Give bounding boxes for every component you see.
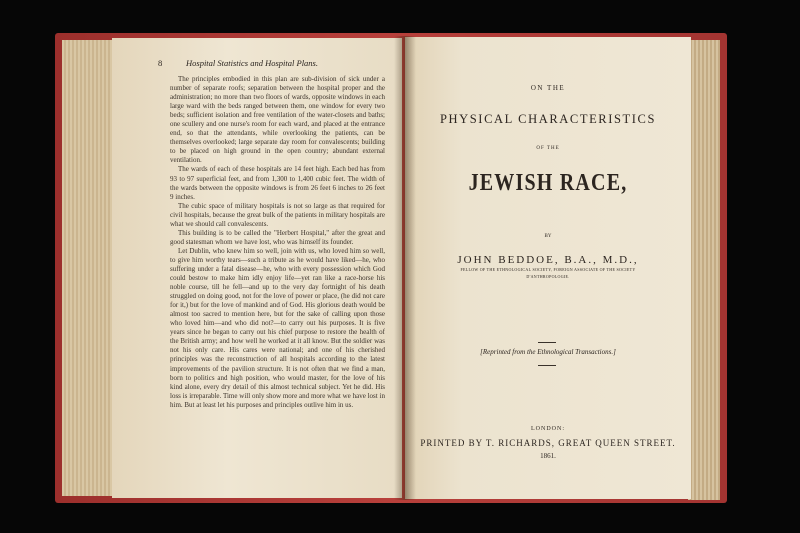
paragraph: The wards of each of these hospitals are 14 feet high. Each bed has from 93 to 97 superficial feet, and from 1,300 to 1,400 cubic feet. The width of the wards between the opposite windows is from 26 feet 6 inches to 26 feet 9 inches. [170,165,385,201]
imprint-year: 1861. [540,452,556,460]
imprint-city: LONDON: [531,426,565,432]
page-number: 8 [158,58,163,68]
reprint-note: [Reprinted from the Ethnological Transactions.] [480,348,616,356]
divider-rule [538,342,556,343]
running-title: Hospital Statistics and Hospital Plans. [186,58,318,68]
paragraph: The cubic space of military hospitals is not so large as that required for civil hospitals, because the great bulk of the patients in military hospitals are what we should call convalescents. [170,201,385,228]
left-page-header [158,58,368,70]
subject-title: JEWISH RACE, [468,169,628,197]
on-the-label: ON THE [530,84,566,92]
imprint-printer: PRINTED BY T. RICHARDS, GREAT QUEEN STREET. [420,438,676,448]
main-title: PHYSICAL CHARACTERISTICS [439,112,657,126]
author-name: JOHN BEDDOE, B.A., M.D., [457,254,639,266]
right-page-edges [688,40,720,500]
author-affiliation-line1: FELLOW OF THE ETHNOLOGICAL SOCIETY, FOREIGN ASSOCIATE OF THE SOCIETY [460,267,636,272]
paragraph: The principles embodied in this plan are sub-division of sick under a number of separate roofs; separation between the hospital proper and the administration; no more than two floors of wards, opposite windows in each large ward with the beds ranged between them, one window for every two beds; sufficient isolation and free ventilation of the water-closets and baths; one scullery and one nurse's room for each ward, and placed at the entrance end, so that the attendants, while overlooking the patients, can be themselves overlooked; large separate day room for convalescents; building to be placed on high ground in the open country; abundant external ventilation. [170,75,385,165]
paragraph: This building is to be called the "Herbert Hospital," after the great and good statesman whom we have lost, who was himself its founder. [170,228,385,246]
divider-rule [538,365,556,366]
of-the-label: OF THE [536,146,560,151]
author-affiliation-line2: D'ANTHROPOLOGIE. [526,274,570,279]
paragraph: Let Dublin, who knew him so well, join with us, who loved him so well, to give him worthy tears—such a tribute as he would have liked—he, who suffering under a fatal disease—he, who with every possession which God could bestow to make him idly enjoy life—yet ran like a race-horse his noble course, till he fell—and up to the very day fortnight of his death struggled on doing good, not for the love of power or place, (he did not care for it,) but for the love of mankind and of God. His glorious death would be almost too sacred to mention here, but for the sake of calling upon those who loved him—and who did not?—to carry out his purposes. It is five years since he began to carry out his chief purpose to restore the health of the British army; and how well he worked at it all know. But the soldier was not his only care. His cares were national; and one of his cherished principles was the reconstruction of all hospitals according to the latest improvements of the pavilion structure. It is not often that we find a man, born to politics and high position, who would master, for the love of his kind alone, every dry detail of this almost technical subject. Yet he did. His loss is irreparable. Time will only show more and more what we have lost in him. But at least let his purposes and principles outlive him in us. [170,246,385,409]
by-label: BY [544,234,552,239]
left-page-body [170,75,385,410]
